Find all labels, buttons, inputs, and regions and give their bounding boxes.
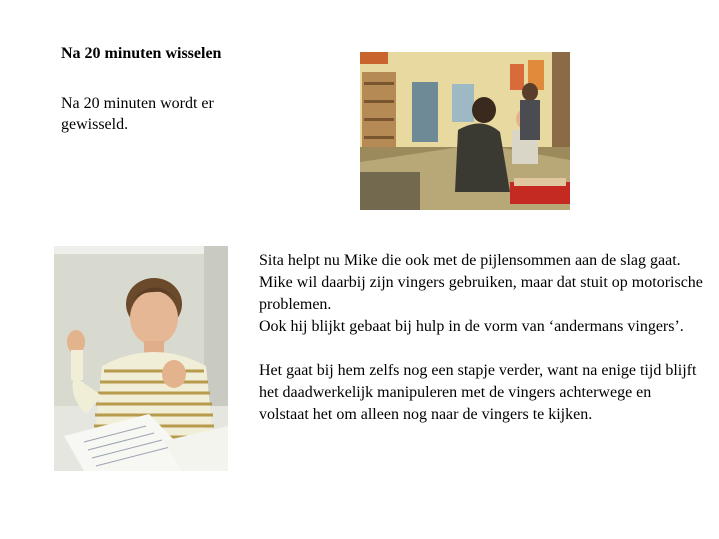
slide-title: Na 20 minuten wisselen	[61, 45, 222, 62]
paragraph-gap	[259, 338, 704, 360]
paragraph-2: Ook hij blijkt gebaat bij hulp in de vorm van ‘andermans vingers’.	[259, 318, 684, 335]
paragraph-1: Sita helpt nu Mike die ook met de pijlensommen aan de slag gaat. Mike wil daarbij zijn vingers gebruiken, maar dat stuit op motorische problemen.	[259, 252, 703, 313]
paragraph-3: Het gaat bij hem zelfs nog een stapje verder, want na enige tijd blijft het daadwerkelijk manipuleren met de vingers achterwege en volstaat het om alleen nog naar de vingers te kijken.	[259, 362, 697, 423]
body-text	[259, 250, 704, 426]
boy-photo	[54, 246, 228, 471]
intro-text: Na 20 minuten wordt er gewisseld.	[61, 95, 214, 133]
classroom-photo	[360, 52, 570, 210]
